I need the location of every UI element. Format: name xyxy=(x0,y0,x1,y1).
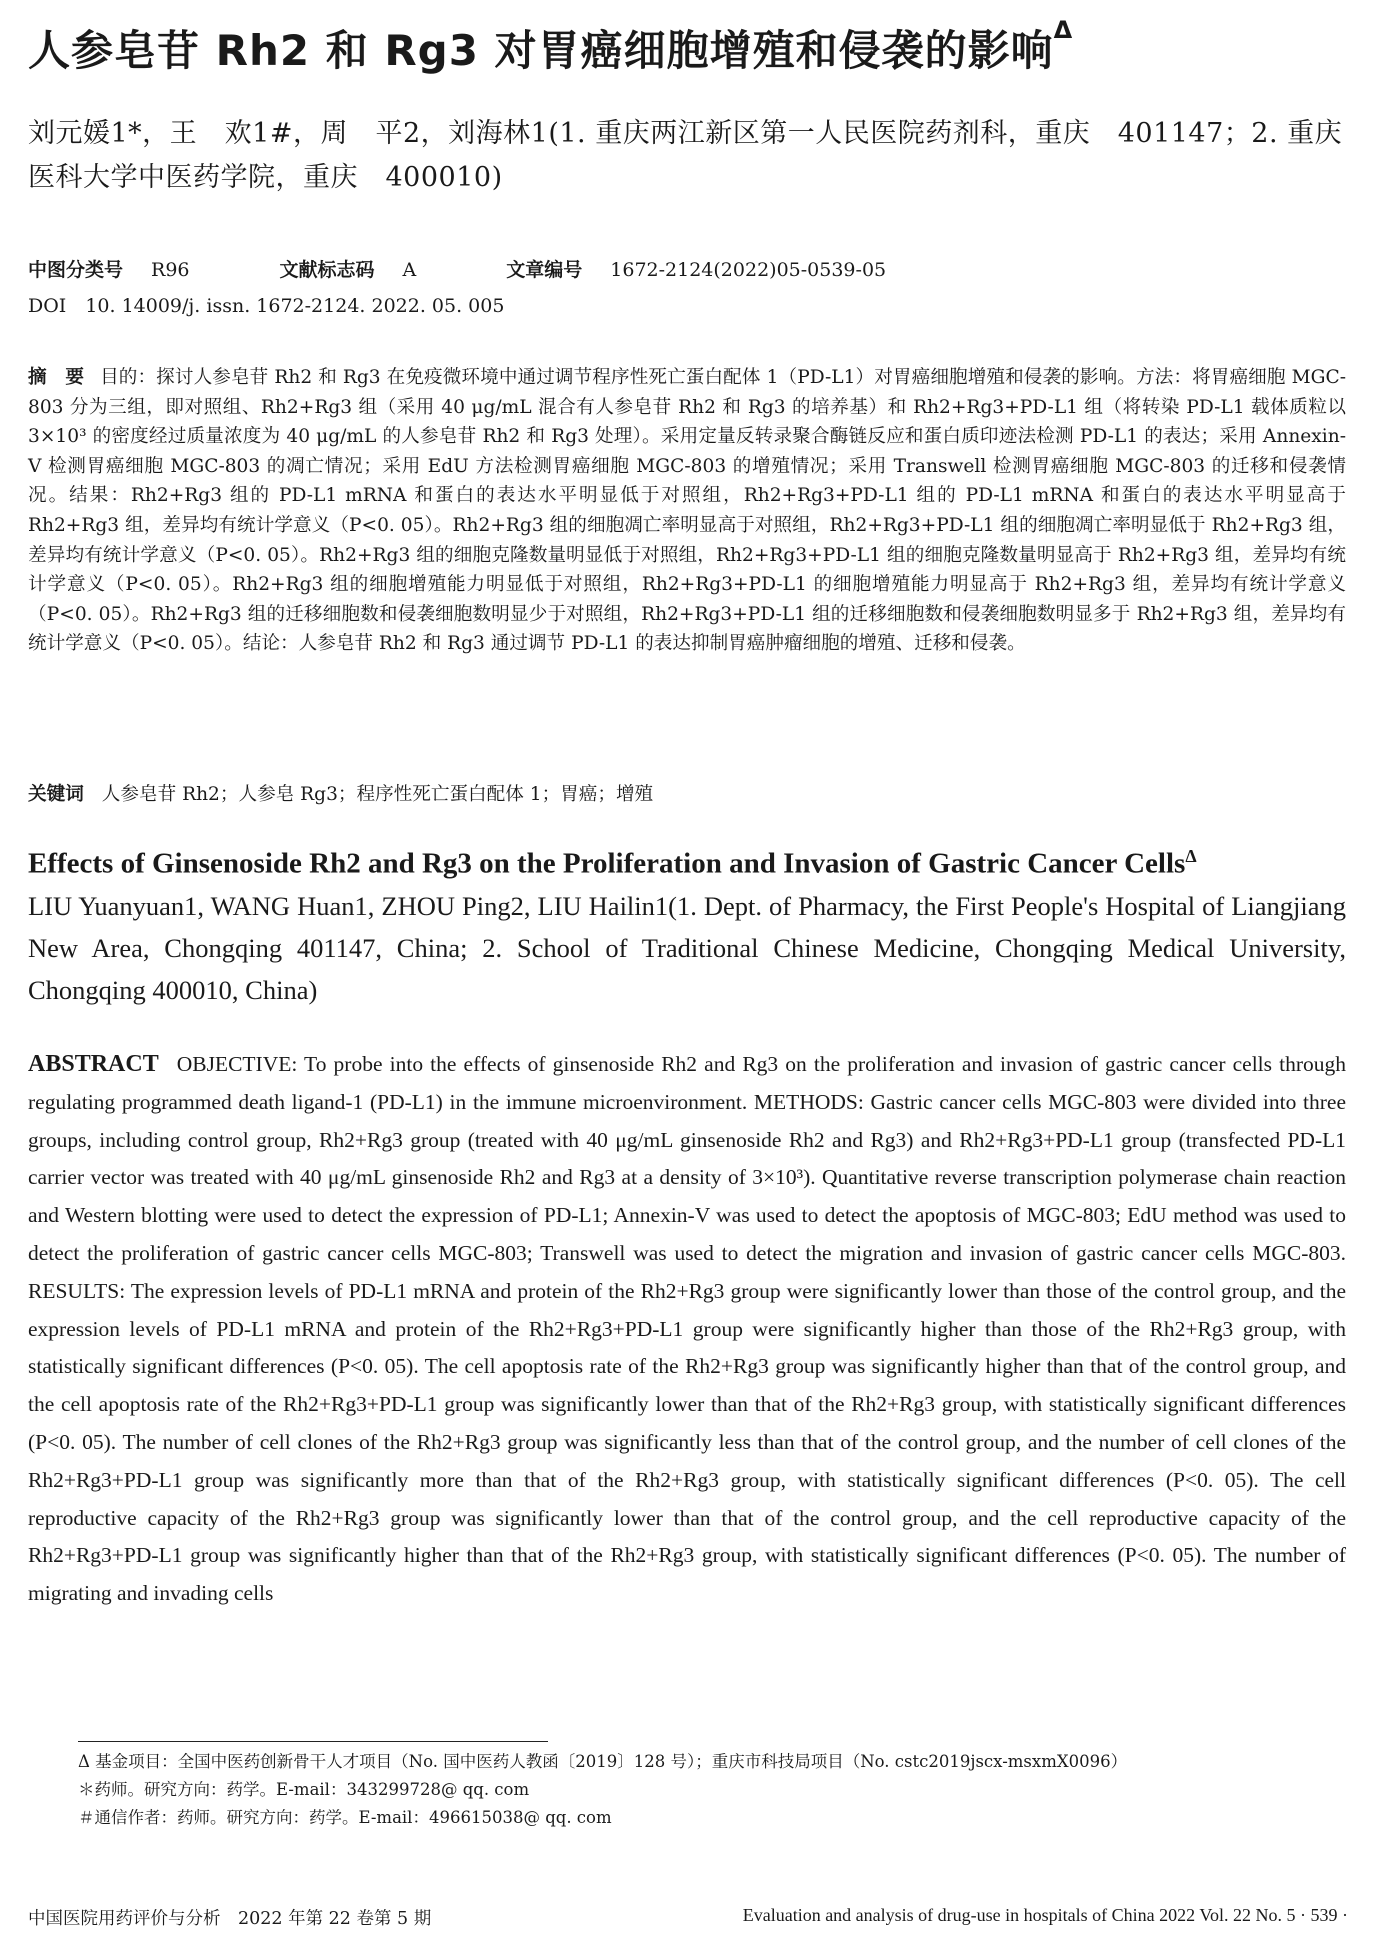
clc-value: R96 xyxy=(151,259,190,281)
title-en-footnote-mark: Δ xyxy=(1185,846,1197,866)
author-affiliation-line: 刘元媛1*，王 欢1#，周 平2，刘海林1(1. 重庆两江新区第一人民医院药剂科，重庆 401147；2. 重庆医科大学中医药学院，重庆 400010) xyxy=(28,118,1343,193)
doc-code-value: A xyxy=(402,259,417,281)
keywords-cn-text: 人参皂苷 Rh2；人参皂 Rg3；程序性死亡蛋白配体 1；胃癌；增殖 xyxy=(101,784,654,805)
classification-line xyxy=(28,255,1348,282)
abstract-en-label: ABSTRACT xyxy=(28,1051,159,1077)
footnote-divider xyxy=(78,1741,548,1742)
footnote-corresponding-author: ＃通信作者：药师。研究方向：药学。E-mail：496615038@ qq. com xyxy=(78,1808,612,1827)
keywords-cn-label: 关键词 xyxy=(28,784,84,805)
doi-line: DOI 10. 14009/j. issn. 1672-2124. 2022. 05. 005 xyxy=(28,295,505,317)
footer-journal-cn: 中国医院用药评价与分析 2022 年第 22 卷第 5 期 xyxy=(28,1909,432,1929)
doc-code-label: 文献标志码 xyxy=(279,259,375,281)
clc-label: 中图分类号 xyxy=(28,259,124,281)
abstract-cn xyxy=(28,363,1346,659)
abstract-en xyxy=(28,1046,1346,1613)
article-title-en: Effects of Ginsenoside Rh2 and Rg3 on the Proliferation and Invasion of Gastric Cancer Cells$^\Delta$ xyxy=(28,846,1197,880)
footnote-funding: Δ 基金项目：全国中医药创新骨干人才项目（No. 国中医药人教函〔2019〕128 号）；重庆市科技局项目（No. cstc2019jscx-msxmX0096） xyxy=(78,1752,1128,1771)
footer-journal-en: Evaluation and analysis of drug-use in hospitals of China 2022 Vol. 22 No. 5 · 539 · xyxy=(742,1905,1348,1925)
footnotes xyxy=(78,1748,1348,1832)
article-no-label: 文章编号 xyxy=(506,259,583,281)
article-title: 人参皂苷 Rh2 和 Rg3 对胃癌细胞增殖和侵袭的影响$^\Delta$ xyxy=(28,16,1074,75)
title-footnote-mark: Δ xyxy=(1053,16,1074,44)
abstract-en-text: OBJECTIVE: To probe into the effects of ginsenoside Rh2 and Rg3 on the proliferation and invasion of gastric cancer cells through regulating programmed death ligand-1 (PD-L1) in the immune microenvironment. METHODS: Gastric cancer cells MGC-803 were divided into three groups, including control group, Rh2+Rg3 group (treated with 40 μg/mL ginsenoside Rh2 and Rg3) and Rh2+Rg3+PD-L1 group (transfected PD-L1 carrier vector was treated with 40 μg/mL ginsenoside Rh2 and Rg3 at a density of 3×10³). Quantitative reverse transcription polymerase chain reaction and Western blotting were used to detect the expression of PD-L1; Annexin-V was used to detect the apoptosis of MGC-803; EdU method was used to detect the proliferation of gastric cancer cells MGC-803; Transwell was used to detect the migration and invasion of gastric cancer cells MGC-803. RESULTS: The expression levels of PD-L1 mRNA and protein of the Rh2+Rg3 group were significantly lower than those of the control group, and the expression levels of PD-L1 mRNA and protein of the Rh2+Rg3+PD-L1 group were significantly higher than those of the Rh2+Rg3 group, with statistically significant differences (P<0. 05). The cell apoptosis rate of the Rh2+Rg3 group was significantly higher than that of the control group, and the cell apoptosis rate of the Rh2+Rg3+PD-L1 group was significantly lower than that of the Rh2+Rg3 group, with statistically significant differences (P<0. 05). The number of cell clones of the Rh2+Rg3 group was significantly less than that of the control group, and the number of cell clones of the Rh2+Rg3+PD-L1 group was significantly more than that of the Rh2+Rg3 group, with statistically significant differences (P<0. 05). The cell reproductive capacity of the Rh2+Rg3 group was significantly lower than that of the control group, and the cell reproductive capacity of the Rh2+Rg3+PD-L1 group was significantly higher than that of the Rh2+Rg3 group, with statistically significant differences (P<0. 05). The number of migrating and invading cells xyxy=(28,1052,1346,1606)
abstract-cn-text: 目的：探讨人参皂苷 Rh2 和 Rg3 在免疫微环境中通过调节程序性死亡蛋白配体 1（PD-L1）对胃癌细胞增殖和侵袭的影响。方法：将胃癌细胞 MGC-803 分为三组，即对照组、Rh2+Rg3 组（采用 40 μg/mL 混合有人参皂苷 Rh2 和 Rg3 的培养基）和 Rh2+Rg3+PD-L1 组（将转染 PD-L1 载体质粒以 3×10³ 的密度经过质量浓度为 40 μg/mL 的人参皂苷 Rh2 和 Rg3 处理）。采用定量反转录聚合酶链反应和蛋白质印迹法检测 PD-L1 的表达；采用 Annexin-V 检测胃癌细胞 MGC-803 的凋亡情况；采用 EdU 方法检测胃癌细胞 MGC-803 的增殖情况；采用 Transwell 检测胃癌细胞 MGC-803 的迁移和侵袭情况。结果：Rh2+Rg3 组的 PD-L1 mRNA 和蛋白的表达水平明显低于对照组，Rh2+Rg3+PD-L1 组的 PD-L1 mRNA 和蛋白的表达水平明显高于 Rh2+Rg3 组，差异均有统计学意义（P<0. 05）。Rh2+Rg3 组的细胞凋亡率明显高于对照组，Rh2+Rg3+PD-L1 组的细胞凋亡率明显低于 Rh2+Rg3 组，差异均有统计学意义（P<0. 05）。Rh2+Rg3 组的细胞克隆数量明显低于对照组，Rh2+Rg3+PD-L1 组的细胞克隆数量明显高于 Rh2+Rg3 组，差异均有统计学意义（P<0. 05）。Rh2+Rg3 组的细胞增殖能力明显低于对照组，Rh2+Rg3+PD-L1 的细胞增殖能力明显高于 Rh2+Rg3 组，差异均有统计学意义（P<0. 05）。Rh2+Rg3 组的迁移细胞数和侵袭细胞数明显少于对照组，Rh2+Rg3+PD-L1 组的迁移细胞数和侵袭细胞数明显多于 Rh2+Rg3 组，差异均有统计学意义（P<0. 05）。结论：人参皂苷 Rh2 和 Rg3 通过调节 PD-L1 的表达抑制胃癌肿瘤细胞的增殖、迁移和侵袭。 xyxy=(28,367,1346,655)
footnote-first-author: ＊药师。研究方向：药学。E-mail：343299728@ qq. com xyxy=(78,1780,530,1799)
abstract-cn-label: 摘 要 xyxy=(28,367,85,388)
author-affiliation-en: LIU Yuanyuan1, WANG Huan1, ZHOU Ping2, LIU Hailin1(1. Dept. of Pharmacy, the First People's Hospital of Liangjiang New Area, Chongqing 401147, China; 2. School of Traditional Chinese Medicine, Chongqing Medical University, Chongqing 400010, China) xyxy=(28,891,1346,1005)
article-no-value: 1672-2124(2022)05-0539-05 xyxy=(610,259,887,281)
keywords-cn xyxy=(28,780,1346,809)
